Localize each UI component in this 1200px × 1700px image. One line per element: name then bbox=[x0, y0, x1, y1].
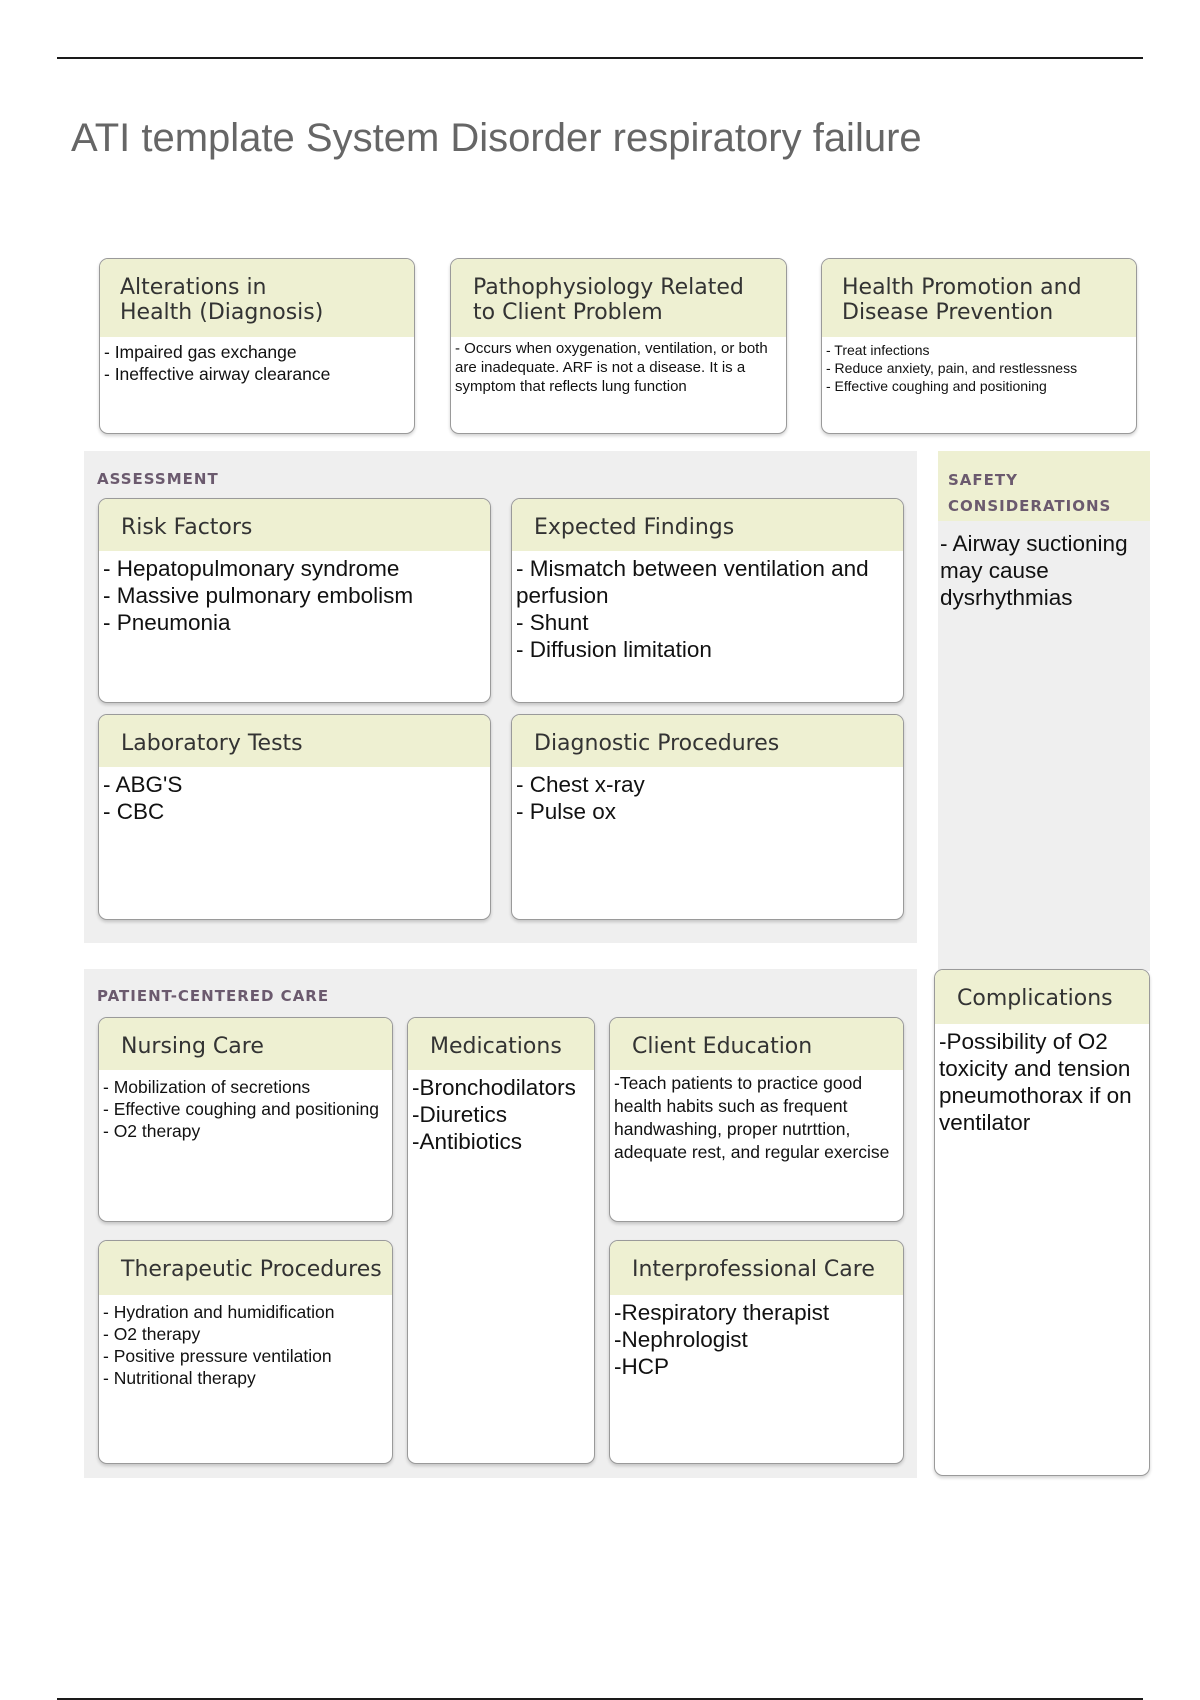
diagnostic-procedures-list bbox=[512, 767, 903, 825]
list-item: - ABG'S bbox=[103, 772, 183, 797]
list-item: - Chest x-ray bbox=[516, 772, 645, 797]
safety-list bbox=[940, 530, 1140, 611]
client-education-box bbox=[609, 1017, 904, 1222]
therapeutic-procedures-heading: Therapeutic Procedures bbox=[99, 1241, 392, 1295]
health-promotion-heading: Health Promotion and Disease Prevention bbox=[822, 259, 1136, 337]
list-item: -Bronchodilators bbox=[412, 1075, 576, 1100]
list-item: -Possibility of O2 toxicity and tension pneumothorax if on ventilator bbox=[939, 1029, 1132, 1135]
laboratory-tests-heading: Laboratory Tests bbox=[99, 715, 490, 767]
list-item: -HCP bbox=[614, 1354, 669, 1379]
medications-box bbox=[407, 1017, 595, 1464]
risk-factors-list bbox=[99, 551, 490, 636]
interprofessional-care-heading: Interprofessional Care bbox=[610, 1241, 903, 1295]
medications-heading: Medications bbox=[408, 1018, 594, 1070]
top-rule bbox=[57, 57, 1143, 59]
diagnostic-procedures-box bbox=[511, 714, 904, 920]
list-item: -Nephrologist bbox=[614, 1327, 748, 1352]
list-item: -Antibiotics bbox=[412, 1129, 523, 1154]
list-item: -Diuretics bbox=[412, 1102, 508, 1127]
therapeutic-procedures-box bbox=[98, 1240, 393, 1464]
medications-list bbox=[408, 1070, 594, 1155]
risk-factors-heading: Risk Factors bbox=[99, 499, 490, 551]
patient-centered-care-label: PATIENT-CENTERED CARE bbox=[97, 987, 330, 1005]
health-promotion-box bbox=[821, 258, 1137, 434]
list-item: - Hydration and humidification bbox=[103, 1302, 335, 1322]
nursing-care-list bbox=[99, 1070, 392, 1142]
list-item: - Positive pressure ventilation bbox=[103, 1346, 332, 1366]
list-item: - Mobilization of secretions bbox=[103, 1077, 311, 1097]
list-item: -Teach patients to practice good health habits such as frequent handwashing, proper nutrttion, adequate rest, and regular exercise bbox=[614, 1073, 890, 1162]
list-item: - Shunt bbox=[516, 610, 589, 635]
list-item: - Diffusion limitation bbox=[516, 637, 712, 662]
pathophysiology-heading: Pathophysiology Related to Client Problem bbox=[451, 259, 786, 337]
list-item: - Effective coughing and positioning bbox=[103, 1099, 379, 1119]
diagnosis-list bbox=[100, 337, 414, 385]
risk-factors-box bbox=[98, 498, 491, 703]
laboratory-tests-list bbox=[99, 767, 490, 825]
list-item: - Reduce anxiety, pain, and restlessness bbox=[826, 360, 1078, 376]
list-item: - Pulse ox bbox=[516, 799, 617, 824]
page-title: ATI template System Disorder respiratory failure bbox=[71, 116, 922, 160]
list-item: - Ineffective airway clearance bbox=[104, 364, 331, 384]
list-item: - Mismatch between ventilation and perfusion bbox=[516, 556, 869, 608]
therapeutic-procedures-list bbox=[99, 1295, 392, 1389]
complications-list bbox=[935, 1024, 1149, 1136]
pathophysiology-box bbox=[450, 258, 787, 434]
interprofessional-care-box bbox=[609, 1240, 904, 1464]
client-education-heading: Client Education bbox=[610, 1018, 903, 1070]
client-education-list bbox=[610, 1070, 903, 1164]
expected-findings-box bbox=[511, 498, 904, 703]
assessment-label: ASSESSMENT bbox=[97, 470, 219, 488]
nursing-care-box bbox=[98, 1017, 393, 1222]
diagnostic-procedures-heading: Diagnostic Procedures bbox=[512, 715, 903, 767]
list-item: - Massive pulmonary embolism bbox=[103, 583, 414, 608]
list-item: - O2 therapy bbox=[103, 1121, 201, 1141]
list-item: - Nutritional therapy bbox=[103, 1368, 256, 1388]
list-item: - Hepatopulmonary syndrome bbox=[103, 556, 400, 581]
list-item: - O2 therapy bbox=[103, 1324, 201, 1344]
list-item: - Occurs when oxygenation, ventilation, or both are inadequate. ARF is not a disease. It is a symptom that reflects lung function bbox=[455, 340, 768, 395]
diagnosis-box bbox=[99, 258, 415, 434]
interprofessional-care-list bbox=[610, 1295, 903, 1380]
list-item: -Respiratory therapist bbox=[614, 1300, 830, 1325]
laboratory-tests-box bbox=[98, 714, 491, 920]
list-item: - Effective coughing and positioning bbox=[826, 378, 1047, 394]
complications-box bbox=[934, 969, 1150, 1476]
complications-heading: Complications bbox=[935, 970, 1149, 1024]
health-promotion-list bbox=[822, 337, 1136, 395]
list-item: - Treat infections bbox=[826, 342, 930, 358]
diagnosis-heading: Alterations in Health (Diagnosis) bbox=[100, 259, 414, 337]
expected-findings-list bbox=[512, 551, 903, 663]
pathophysiology-list bbox=[451, 337, 786, 396]
list-item: - Impaired gas exchange bbox=[104, 342, 297, 362]
safety-panel bbox=[938, 451, 1150, 971]
list-item: - Pneumonia bbox=[103, 610, 231, 635]
list-item: - Airway suctioning may cause dysrhythmias bbox=[940, 531, 1128, 610]
expected-findings-heading: Expected Findings bbox=[512, 499, 903, 551]
nursing-care-heading: Nursing Care bbox=[99, 1018, 392, 1070]
safety-label: SAFETY CONSIDERATIONS bbox=[948, 471, 1112, 515]
list-item: - CBC bbox=[103, 799, 165, 824]
